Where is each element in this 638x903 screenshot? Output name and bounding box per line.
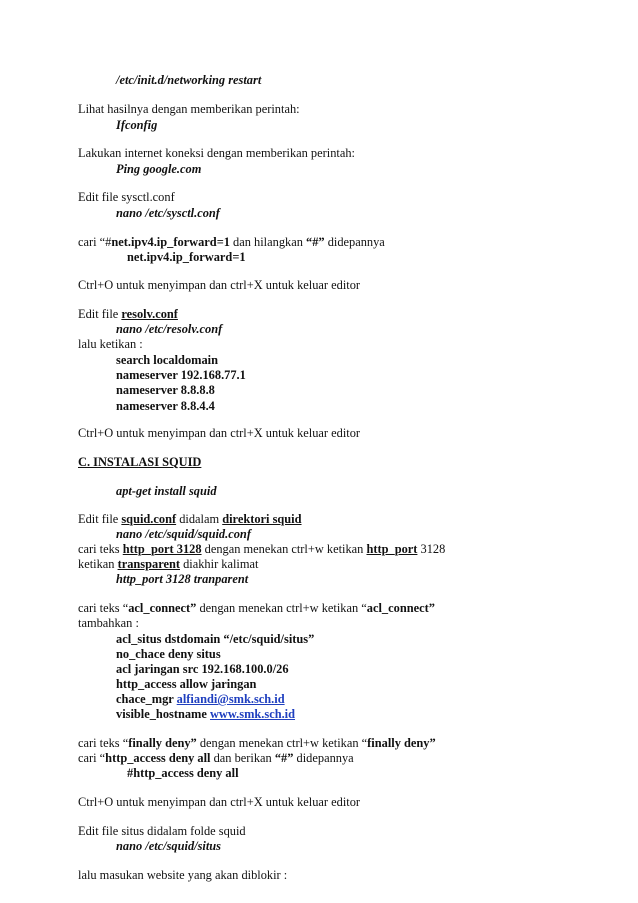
code-line: http_access allow jaringan <box>116 677 257 691</box>
command-ping: Ping google.com <box>116 162 202 176</box>
command-ifconfig: Ifconfig <box>116 118 158 132</box>
code-line-hostname <box>116 707 295 722</box>
text-line-http-access <box>78 751 354 766</box>
text-line: Lakukan internet koneksi dengan memberikan perintah: <box>78 146 355 160</box>
text-line: Lihat hasilnya dengan memberikan perintah: <box>78 102 300 116</box>
text-line: Ctrl+O untuk menyimpan dan ctrl+X untuk keluar editor <box>78 278 361 292</box>
underlined-span: http_port 3128 <box>122 542 202 556</box>
code-line: acl jaringan src 192.168.100.0/26 <box>116 662 289 676</box>
text-span: 3128 <box>417 542 446 556</box>
text-span: dengan menekan ctrl+w ketikan <box>201 542 367 556</box>
text-line-http-port <box>78 542 445 557</box>
text-span: Edit file <box>78 307 122 321</box>
text-line: tambahkan : <box>78 616 139 630</box>
text-span: cari “# <box>78 235 112 249</box>
text-line-acl-connect <box>78 601 435 616</box>
text-line-finally-deny <box>78 736 436 751</box>
text-span: cari “ <box>78 751 106 765</box>
underlined-span: http_port <box>366 542 418 556</box>
text-line: lalu masukan website yang akan diblokir : <box>78 868 288 882</box>
code-line: net.ipv4.ip_forward=1 <box>127 250 246 264</box>
text-line: Ctrl+O untuk menyimpan dan ctrl+X untuk keluar editor <box>78 795 361 809</box>
code-line: nameserver 8.8.4.4 <box>116 399 215 413</box>
text-span: visible_hostname <box>116 707 210 721</box>
text-line-transparent <box>78 557 258 572</box>
text-line: Edit file sysctl.conf <box>78 190 175 204</box>
command-networking-restart: /etc/init.d/networking restart <box>116 73 262 87</box>
code-line: acl_situs dstdomain “/etc/squid/situs” <box>116 632 315 646</box>
text-span: chace_mgr <box>116 692 177 706</box>
text-span: didepannya <box>324 235 385 249</box>
bold-span: “#” <box>306 235 325 249</box>
underlined-span: resolv.conf <box>121 307 178 321</box>
command-apt-get: apt-get install squid <box>116 484 217 498</box>
text-span: dengan menekan ctrl+w ketikan “ <box>196 736 368 750</box>
bold-span: finally deny” <box>128 736 197 750</box>
bold-span: http_access deny all <box>105 751 211 765</box>
text-span: dengan menekan ctrl+w ketikan “ <box>196 601 367 615</box>
text-line: Edit file situs didalam folde squid <box>78 824 246 838</box>
text-span: didepannya <box>293 751 354 765</box>
text-span: ketikan <box>78 557 118 571</box>
command-nano-situs: nano /etc/squid/situs <box>116 839 222 853</box>
section-heading: C. INSTALASI SQUID <box>78 455 202 469</box>
text-line: lalu ketikan : <box>78 337 143 351</box>
bold-span: acl_connect” <box>366 601 435 615</box>
bold-span: “#” <box>274 751 294 765</box>
command-nano-resolv: nano /etc/resolv.conf <box>116 322 223 336</box>
underlined-span: direktori squid <box>222 512 302 526</box>
code-line: http_port 3128 tranparent <box>116 572 249 586</box>
code-line: #http_access deny all <box>127 766 239 780</box>
bold-span: net.ipv4.ip_forward=1 <box>111 235 230 249</box>
command-nano-squid: nano /etc/squid/squid.conf <box>116 527 251 541</box>
text-line: Ctrl+O untuk menyimpan dan ctrl+X untuk keluar editor <box>78 426 361 440</box>
text-span: diakhir kalimat <box>180 557 259 571</box>
text-span: dan hilangkan <box>229 235 306 249</box>
code-line: search localdomain <box>116 353 218 367</box>
text-span: didalam <box>176 512 223 526</box>
text-span: cari teks “ <box>78 601 129 615</box>
text-span: Edit file <box>78 512 122 526</box>
text-line-edit-squid <box>78 512 302 527</box>
text-span: dan berikan <box>210 751 275 765</box>
email-link[interactable]: alfiandi@smk.sch.id <box>176 692 285 706</box>
bold-span: finally deny” <box>367 736 436 750</box>
text-span: cari teks “ <box>78 736 129 750</box>
command-nano-sysctl: nano /etc/sysctl.conf <box>116 206 220 220</box>
text-line-edit-resolv <box>78 307 178 322</box>
bold-span: acl_connect” <box>128 601 197 615</box>
text-span: cari teks <box>78 542 123 556</box>
code-line: no_chace deny situs <box>116 647 221 661</box>
underlined-span: transparent <box>117 557 180 571</box>
code-line-cache-mgr <box>116 692 285 707</box>
text-line-cari-forward <box>78 235 385 250</box>
code-line: nameserver 192.168.77.1 <box>116 368 246 382</box>
website-link[interactable]: www.smk.sch.id <box>209 707 296 721</box>
code-line: nameserver 8.8.8.8 <box>116 383 215 397</box>
underlined-span: squid.conf <box>121 512 177 526</box>
